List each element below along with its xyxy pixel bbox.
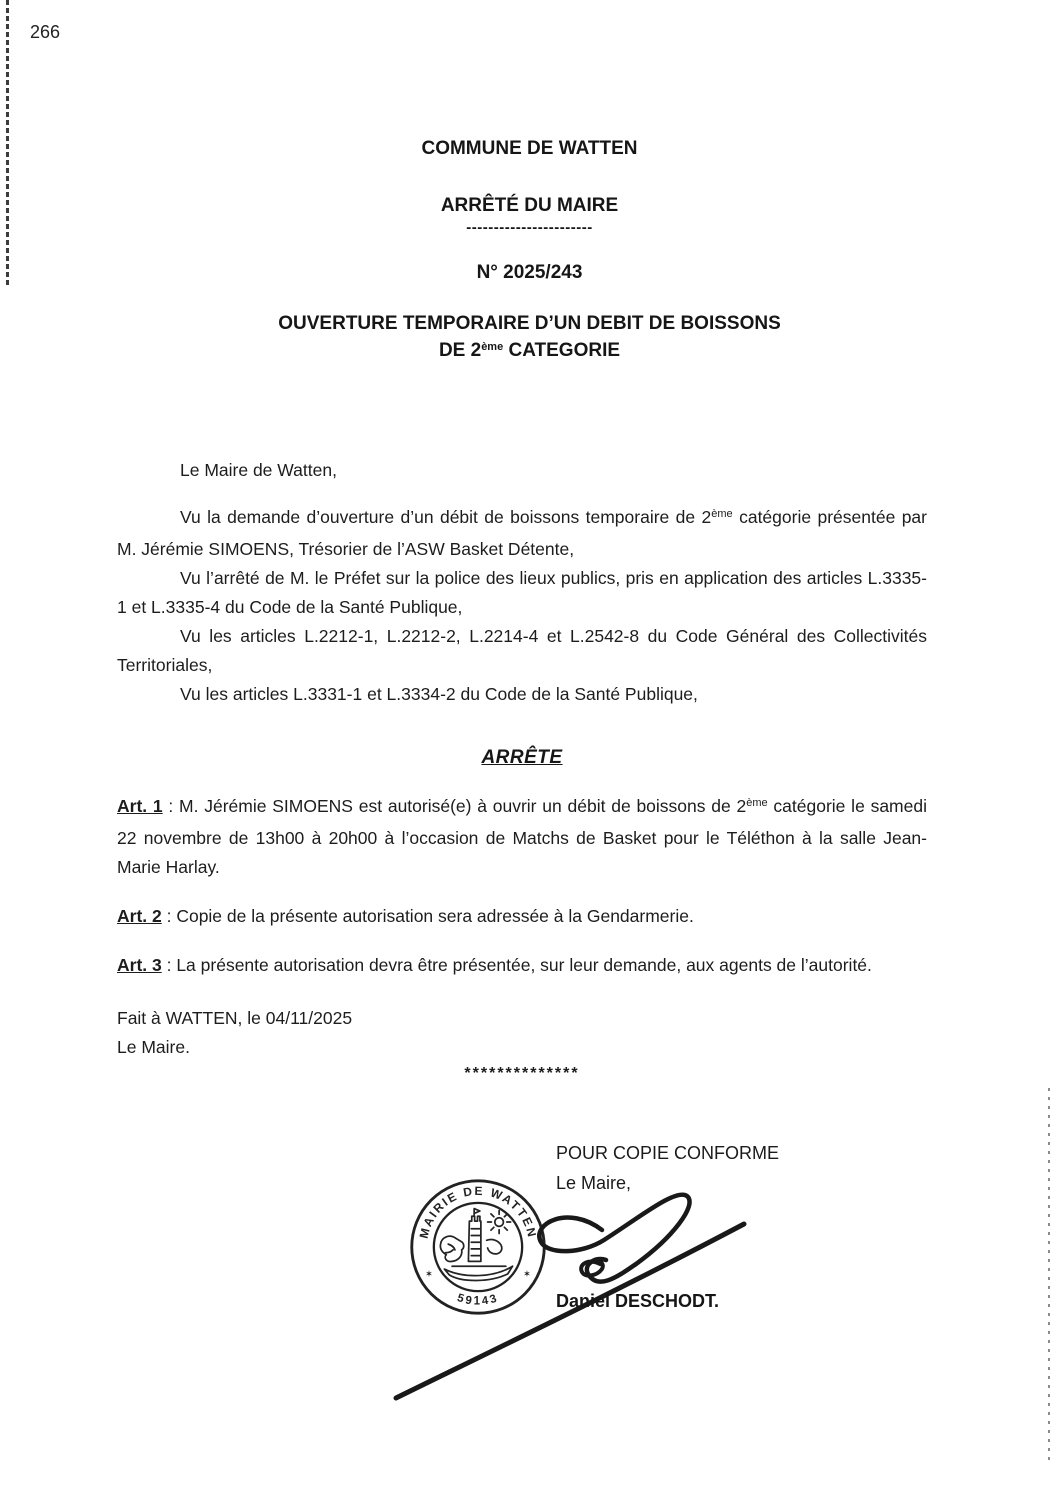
- stamp-bottom-text: 59143: [455, 1292, 501, 1308]
- document-title: [0, 310, 1059, 367]
- stamp-top-text: MAIRIE DE WATTEN: [416, 1183, 540, 1240]
- signer-name: Daniel DESCHODT.: [556, 1291, 720, 1311]
- decree-heading: ARRÊTE: [481, 747, 563, 768]
- article-2: Art. 2 : Copie de la présente autorisation sera adressée à la Gendarmerie.: [117, 906, 694, 926]
- recital-3: Vu les articles L.2212-1, L.2212-2, L.2214-4 et L.2542-8 du Code Général des Collectivités Territoriales,: [117, 626, 927, 675]
- article-1: Art. 1 : M. Jérémie SIMOENS est autorisé(e) à ouvrir un débit de boissons de 2ème catégorie le samedi 22 novembre de 13h00 à 20h00 à l’occasion de Matchs de Basket pour le Téléthon à la salle Jean-Marie Harlay.: [117, 796, 927, 877]
- commune-title: COMMUNE DE WATTEN: [421, 138, 638, 159]
- article-3: Art. 3 : La présente autorisation devra être présentée, sur leur demande, aux agents de l’autorité.: [117, 955, 872, 975]
- page-number: 266: [30, 22, 61, 42]
- article-1-label: Art. 1: [117, 796, 163, 816]
- doc-type-title: ARRÊTÉ DU MAIRE: [440, 195, 619, 216]
- stamp-star-right: ✶: [522, 1268, 531, 1280]
- document-header: [0, 138, 1059, 367]
- recital-4: Vu les articles L.3331-1 et L.3334-2 du Code de la Santé Publique,: [180, 684, 698, 704]
- signoff-le-maire: Le Maire.: [117, 1037, 190, 1057]
- document-body: [117, 456, 927, 1088]
- article-2-label: Art. 2: [117, 906, 162, 926]
- salutation: Le Maire de Watten,: [180, 460, 337, 480]
- stamp-star-left: ✶: [425, 1268, 434, 1280]
- document-title-line1: OUVERTURE TEMPORAIRE D’UN DEBIT DE BOISSONS: [278, 313, 781, 334]
- header-divider: -----------------------: [466, 219, 593, 236]
- superscript-eme: ème: [746, 797, 768, 809]
- asterisk-separator: **************: [464, 1065, 580, 1082]
- recital-1: Vu la demande d’ouverture d’un débit de boissons temporaire de 2ème catégorie présentée par M. Jérémie SIMOENS, Trésorier de l’ASW Basket Détente,: [117, 507, 927, 559]
- place-and-date: Fait à WATTEN, le 04/11/2025: [117, 1008, 353, 1028]
- copy-conforme-label: POUR COPIE CONFORME: [556, 1143, 780, 1163]
- superscript-eme: ème: [481, 341, 504, 353]
- recital-2: Vu l’arrêté de M. le Préfet sur la police des lieux publics, pris en application des articles L.3335-1 et L.3335-4 du Code de la Santé Publique,: [117, 568, 927, 617]
- article-3-label: Art. 3: [117, 955, 162, 975]
- scan-artifact-right: [1048, 1088, 1050, 1463]
- document-title-line2: DE 2ème CATEGORIE: [438, 340, 621, 361]
- superscript-eme: ème: [711, 508, 733, 520]
- decree-number: N° 2025/243: [476, 262, 583, 283]
- recitals: [117, 503, 927, 709]
- signer-title: Le Maire,: [556, 1173, 632, 1193]
